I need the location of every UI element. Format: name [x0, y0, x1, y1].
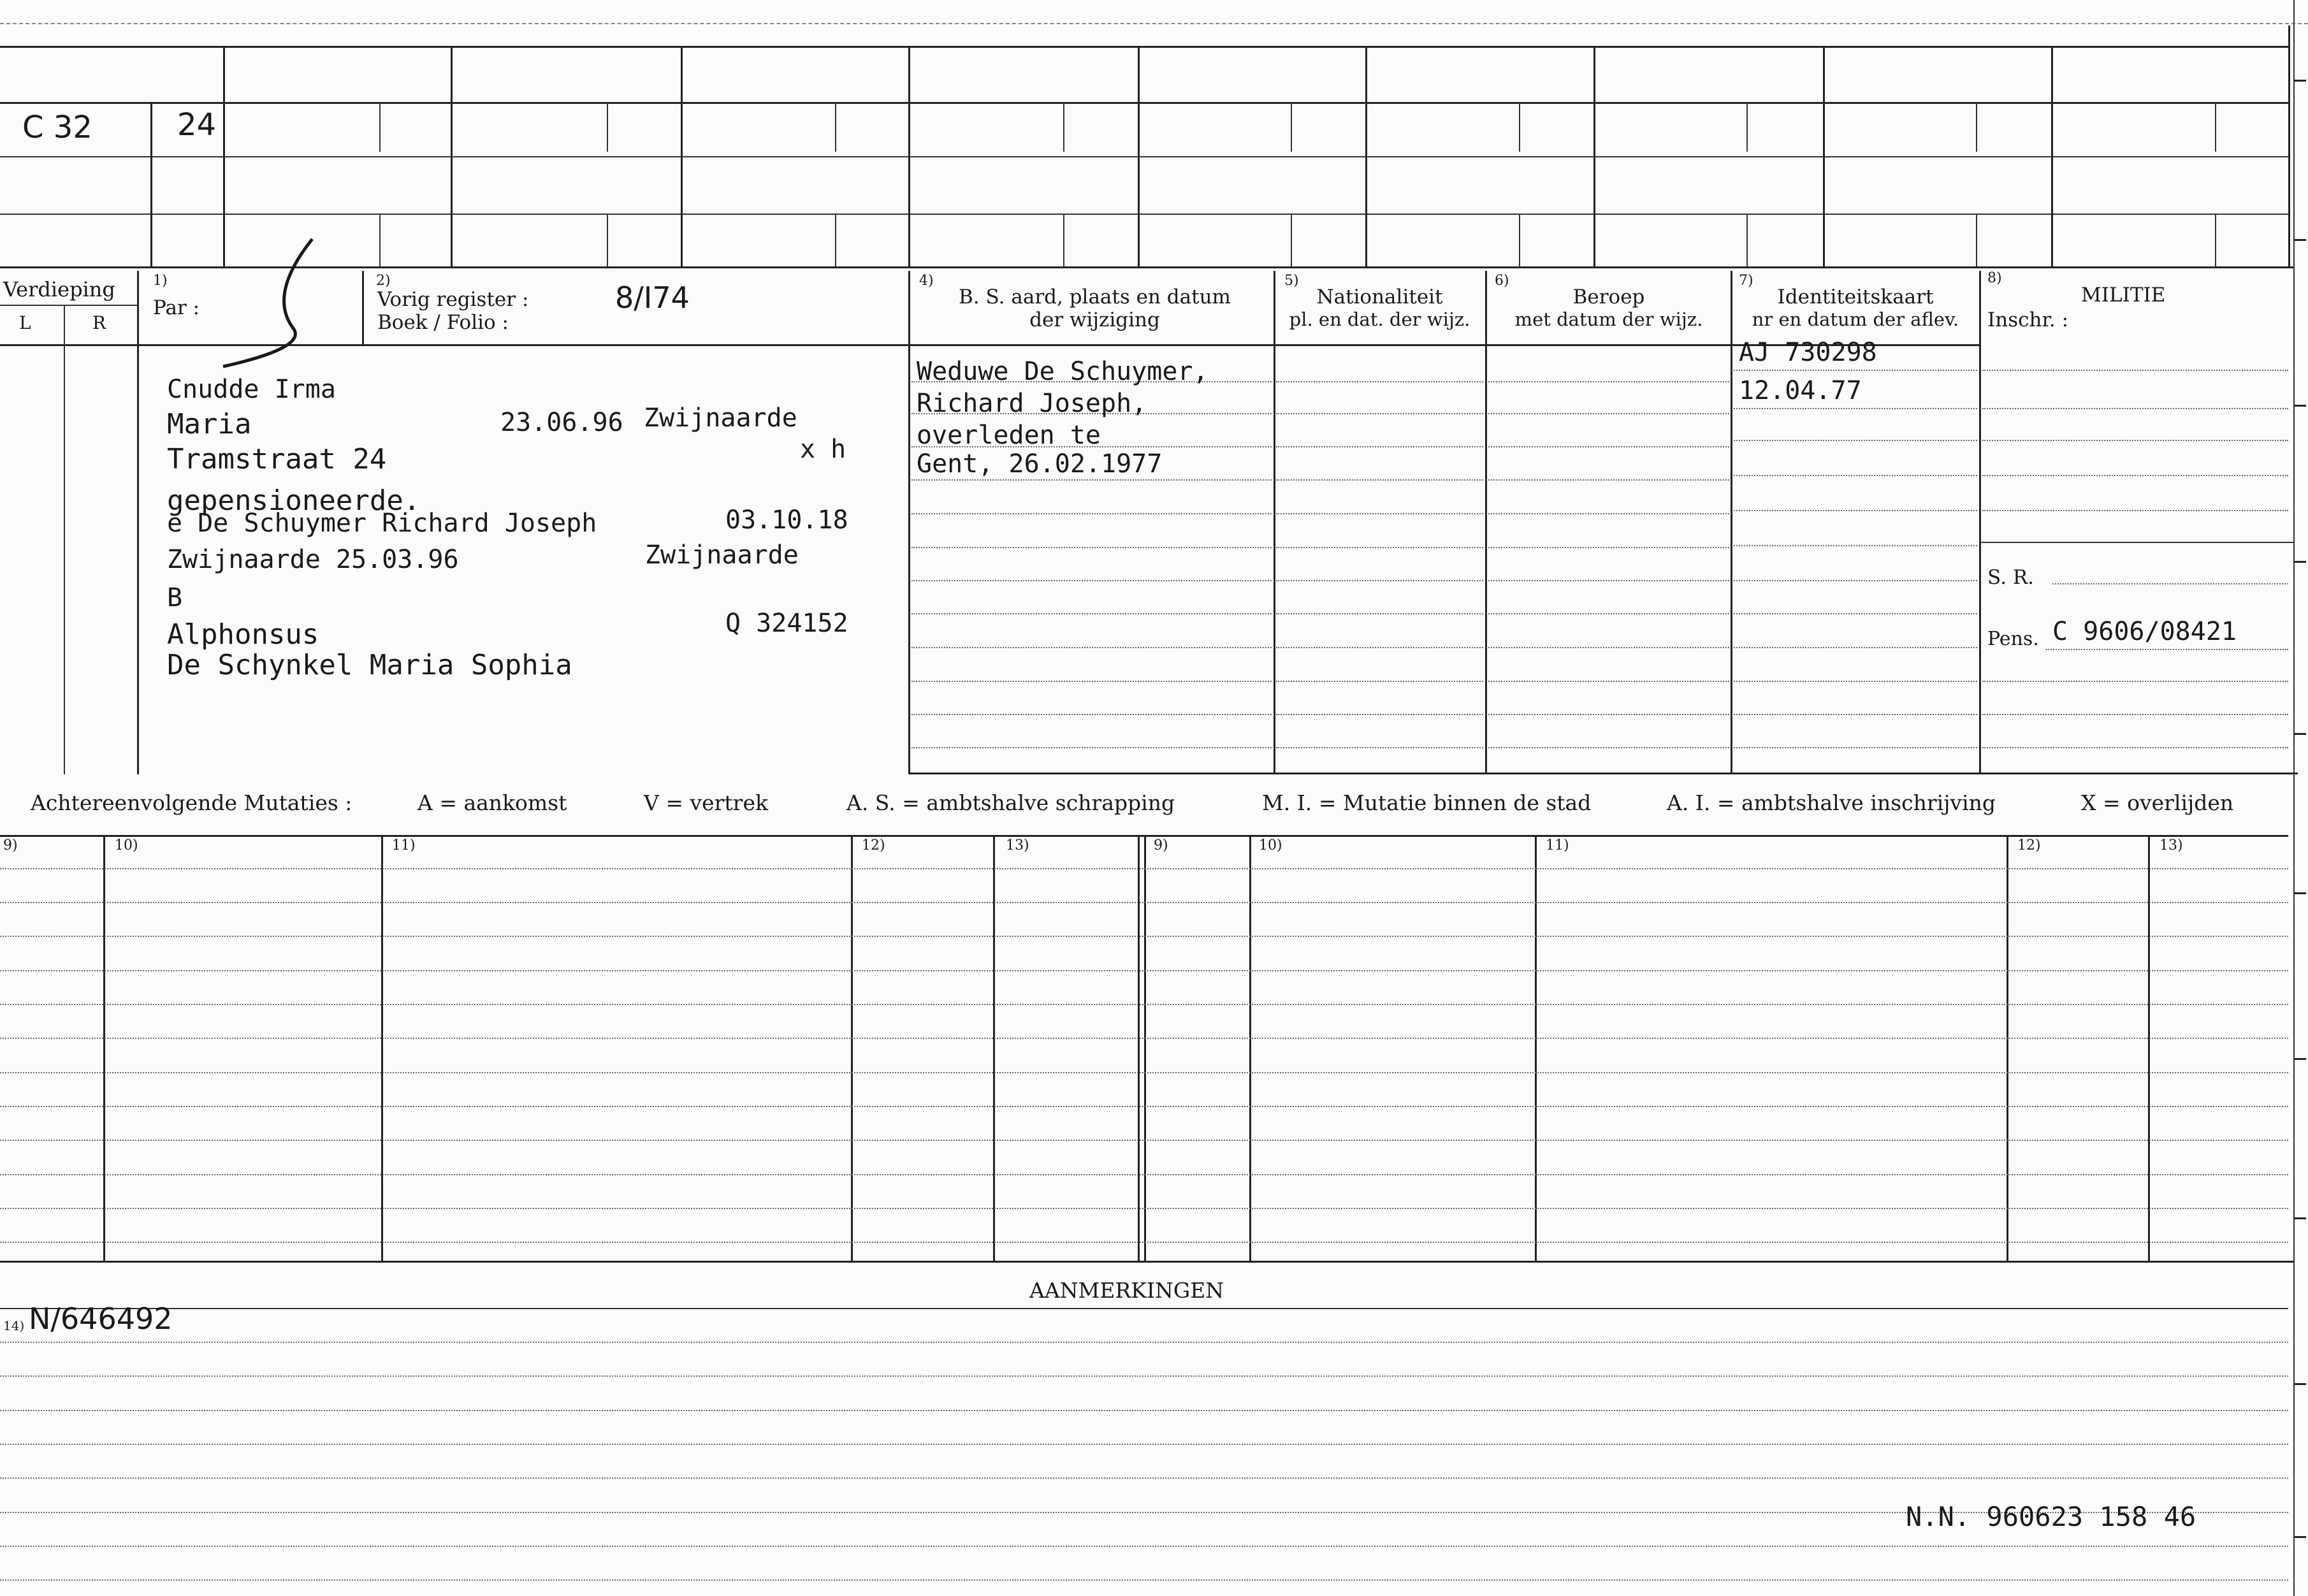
entry-line-b: B — [167, 583, 183, 613]
pens-label: Pens. — [1987, 628, 2039, 650]
birth-place: Zwijnaarde — [644, 403, 797, 433]
field-number-7: 7) — [1739, 273, 1753, 289]
card-number: 24 — [177, 107, 217, 143]
remarks-value: N/646492 — [29, 1302, 173, 1336]
nationality-header-line2: pl. en dat. der wijz. — [1289, 308, 1470, 330]
vorig-register-value: 8/I74 — [615, 280, 690, 315]
entry-line-surname: Cnudde Irma — [167, 375, 336, 404]
bs-note-4: Gent, 26.02.1977 — [917, 449, 1163, 479]
remarks-title: AANMERKINGEN — [1029, 1278, 1224, 1303]
bs-note-2: Richard Joseph, — [917, 389, 1147, 418]
sr-label: S. R. — [1987, 566, 2035, 589]
legend-overlijden: X = overlijden — [2081, 790, 2234, 815]
spouse-birth-place: Zwijnaarde — [645, 540, 799, 570]
mut-col-13-right: 13) — [2159, 838, 2183, 853]
field-number-4: 4) — [919, 273, 934, 289]
marriage-date: 03.10.18 — [725, 505, 848, 535]
field-number-1: 1) — [153, 273, 168, 289]
occupation-header-line1: Beroep — [1572, 286, 1645, 308]
field-number-8: 8) — [1987, 270, 2002, 286]
pens-value: C 9606/08421 — [2052, 617, 2237, 646]
id-reference: Q 324152 — [725, 609, 848, 638]
idcard-header-line1: Identiteitskaart — [1777, 286, 1934, 308]
bs-header-line1: B. S. aard, plaats en datum — [959, 286, 1231, 308]
occupation-header-line2: met datum der wijz. — [1514, 308, 1703, 330]
legend-ambtshalve-schrapping: A. S. = ambtshalve schrapping — [846, 790, 1175, 815]
floor-r-label: R — [92, 312, 106, 333]
bs-header-line2: der wijziging — [1029, 308, 1160, 331]
mut-col-9-left: 9) — [3, 838, 18, 853]
entry-line-spouse: e De Schuymer Richard Joseph — [167, 509, 597, 538]
field-number-5: 5) — [1284, 273, 1299, 289]
idcard-date: 12.04.77 — [1739, 376, 1862, 405]
mut-col-11-left: 11) — [392, 838, 416, 853]
mutations-title: Achtereenvolgende Mutaties : — [31, 790, 352, 815]
card-code: C 32 — [22, 110, 92, 145]
mut-col-10-right: 10) — [1259, 838, 1282, 853]
legend-ambtshalve-inschrijving: A. I. = ambtshalve inschrijving — [1667, 790, 1996, 815]
boek-folio-label: Boek / Folio : — [377, 311, 509, 334]
mut-col-13-left: 13) — [1006, 838, 1029, 853]
bs-note-1: Weduwe De Schuymer, — [917, 357, 1208, 386]
legend-vertrek: V = vertrek — [644, 790, 768, 815]
floor-l-label: L — [19, 312, 31, 333]
inschr-label: Inschr. : — [1987, 308, 2069, 331]
sex-mark: x h — [800, 435, 846, 464]
birth-date: 23.06.96 — [500, 408, 623, 437]
legend-aankomst: A = aankomst — [417, 790, 567, 815]
par-signature — [217, 233, 319, 373]
verdieping-label: Verdieping — [3, 277, 115, 301]
national-number: N.N. 960623 158 46 — [1906, 1501, 2196, 1532]
vorig-register-label: Vorig register : — [377, 288, 529, 311]
legend-mutatie-binnen-stad: M. I. = Mutatie binnen de stad — [1262, 790, 1592, 815]
mut-col-12-left: 12) — [862, 838, 885, 853]
entry-line-second-name: Maria — [167, 408, 252, 440]
field-number-14: 14) — [3, 1318, 25, 1333]
field-number-6: 6) — [1495, 273, 1509, 289]
mut-col-11-right: 11) — [1546, 838, 1569, 853]
mut-col-9-right: 9) — [1154, 838, 1168, 853]
entry-line-spouse-birth: Zwijnaarde 25.03.96 — [167, 545, 459, 574]
entry-line-father: Alphonsus — [167, 618, 319, 651]
mut-col-12-right: 12) — [2017, 838, 2041, 853]
idcard-header-line2: nr en datum der aflev. — [1752, 308, 1959, 330]
entry-line-profession: gepensioneerde. — [167, 484, 421, 517]
field-number-2: 2) — [376, 273, 391, 289]
par-label: Par : — [153, 296, 200, 319]
entry-line-street: Tramstraat 24 — [167, 443, 387, 475]
entry-line-mother: De Schynkel Maria Sophia — [167, 649, 572, 681]
militie-label: MILITIE — [2081, 284, 2166, 307]
idcard-number: AJ 730298 — [1739, 338, 1877, 367]
bs-note-3: overleden te — [917, 421, 1101, 450]
nationality-header-line1: Nationaliteit — [1316, 286, 1443, 308]
mut-col-10-left: 10) — [115, 838, 138, 853]
